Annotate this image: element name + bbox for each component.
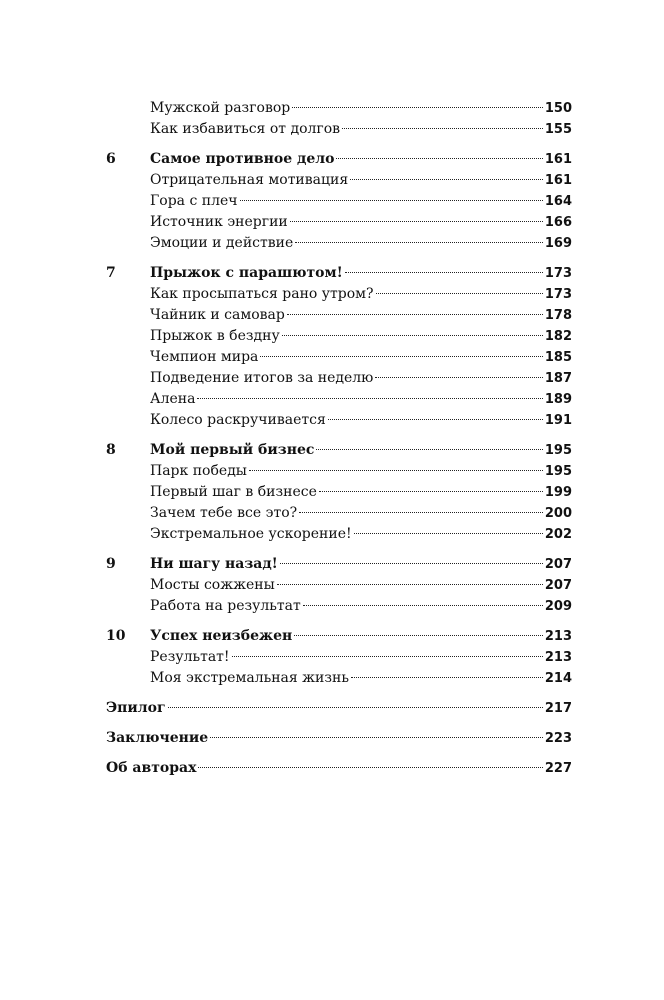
toc-entry[interactable] <box>106 389 572 410</box>
leader-dots <box>292 107 543 108</box>
entry-page: 189 <box>544 392 572 407</box>
entry-title: Эмоции и действие <box>150 235 294 251</box>
toc-entry[interactable] <box>106 461 572 482</box>
leader-dots <box>345 272 543 273</box>
section-title: Эпилог <box>106 700 166 716</box>
chapter-number: 10 <box>106 628 126 644</box>
toc-chapter-7[interactable] <box>106 263 572 284</box>
leader-dots <box>316 449 542 450</box>
toc-entry[interactable] <box>106 305 572 326</box>
section-title: Об авторах <box>106 760 197 776</box>
entry-page: 200 <box>544 506 572 521</box>
entry-title: Парк победы <box>150 463 247 479</box>
chapter-page: 195 <box>544 443 572 458</box>
leader-dots <box>319 491 543 492</box>
toc-chapter-9[interactable] <box>106 554 572 575</box>
entry-page: 214 <box>544 671 572 686</box>
entry-title: Прыжок в бездну <box>150 328 280 344</box>
entry-title: Чемпион мира <box>150 349 259 365</box>
toc-entry[interactable] <box>106 347 572 368</box>
leader-dots <box>290 221 543 222</box>
toc-entry[interactable] <box>106 503 572 524</box>
chapter-title: Успех неизбежен <box>150 628 293 644</box>
entry-page: 209 <box>544 599 572 614</box>
leader-dots <box>295 242 543 243</box>
toc-entry[interactable] <box>106 524 572 545</box>
toc-conclusion[interactable] <box>106 728 572 749</box>
toc-entry[interactable] <box>106 575 572 596</box>
toc-entry[interactable] <box>106 482 572 503</box>
toc-chapter-10[interactable] <box>106 626 572 647</box>
entry-title: Отрицательная мотивация <box>150 172 349 188</box>
entry-title: Чайник и самовар <box>150 307 285 323</box>
toc-entry[interactable] <box>106 668 572 689</box>
toc-entry[interactable] <box>106 98 572 119</box>
table-of-contents <box>106 98 572 779</box>
entry-page: 150 <box>544 101 572 116</box>
entry-title: Алена <box>150 391 196 407</box>
chapter-page: 213 <box>544 629 572 644</box>
leader-dots <box>260 356 542 357</box>
entry-page: 161 <box>544 173 572 188</box>
entry-title: Колесо раскручивается <box>150 412 326 428</box>
leader-dots <box>376 293 543 294</box>
chapter-title: Мой первый бизнес <box>150 442 315 458</box>
chapter-number: 8 <box>106 442 116 458</box>
section-page: 227 <box>544 761 572 776</box>
leader-dots <box>375 377 542 378</box>
toc-entry[interactable] <box>106 212 572 233</box>
entry-page: 195 <box>544 464 572 479</box>
toc-chapter-6[interactable] <box>106 149 572 170</box>
leader-dots <box>197 398 542 399</box>
entry-title: Первый шаг в бизнесе <box>150 484 317 500</box>
toc-entry[interactable] <box>106 170 572 191</box>
leader-dots <box>198 767 542 768</box>
entry-page: 182 <box>544 329 572 344</box>
entry-title: Подведение итогов за неделю <box>150 370 374 386</box>
leader-dots <box>350 179 543 180</box>
section-page: 223 <box>544 731 572 746</box>
toc-entry[interactable] <box>106 233 572 254</box>
chapter-page: 207 <box>544 557 572 572</box>
chapter-number: 6 <box>106 151 116 167</box>
entry-page: 173 <box>544 287 572 302</box>
leader-dots <box>351 677 543 678</box>
leader-dots <box>287 314 543 315</box>
section-title: Заключение <box>106 730 209 746</box>
entry-page: 199 <box>544 485 572 500</box>
leader-dots <box>354 533 543 534</box>
toc-entry[interactable] <box>106 596 572 617</box>
leader-dots <box>249 470 543 471</box>
entry-page: 202 <box>544 527 572 542</box>
leader-dots <box>232 656 543 657</box>
toc-entry[interactable] <box>106 119 572 140</box>
entry-title: Зачем тебе все это? <box>150 505 298 521</box>
chapter-page: 161 <box>544 152 572 167</box>
leader-dots <box>328 419 543 420</box>
chapter-title: Прыжок с парашютом! <box>150 265 343 281</box>
chapter-number: 7 <box>106 265 116 281</box>
entry-title: Как просыпаться рано утром? <box>150 286 374 302</box>
leader-dots <box>294 635 543 636</box>
leader-dots <box>336 158 542 159</box>
toc-authors[interactable] <box>106 758 572 779</box>
section-page: 217 <box>544 701 572 716</box>
entry-page: 178 <box>544 308 572 323</box>
entry-page: 164 <box>544 194 572 209</box>
toc-entry[interactable] <box>106 191 572 212</box>
entry-title: Работа на результат <box>150 598 301 614</box>
chapter-page: 173 <box>544 266 572 281</box>
chapter-number: 9 <box>106 556 116 572</box>
entry-title: Мужской разговор <box>150 100 291 116</box>
toc-entry[interactable] <box>106 410 572 431</box>
chapter-title: Самое противное дело <box>150 151 335 167</box>
leader-dots <box>210 737 543 738</box>
entry-page: 187 <box>544 371 572 386</box>
entry-page: 207 <box>544 578 572 593</box>
chapter-title: Ни шагу назад! <box>150 556 278 572</box>
toc-epilogue[interactable] <box>106 698 572 719</box>
toc-entry[interactable] <box>106 284 572 305</box>
entry-title: Гора с плеч <box>150 193 238 209</box>
entry-title: Результат! <box>150 649 230 665</box>
entry-page: 166 <box>544 215 572 230</box>
toc-entry[interactable] <box>106 326 572 347</box>
toc-chapter-8[interactable] <box>106 440 572 461</box>
leader-dots <box>168 707 543 708</box>
leader-dots <box>342 128 543 129</box>
toc-entry[interactable] <box>106 647 572 668</box>
leader-dots <box>299 512 543 513</box>
entry-page: 185 <box>544 350 572 365</box>
entry-page: 191 <box>544 413 572 428</box>
leader-dots <box>282 335 543 336</box>
leader-dots <box>277 584 543 585</box>
leader-dots <box>240 200 543 201</box>
entry-page: 213 <box>544 650 572 665</box>
entry-title: Источник энергии <box>150 214 288 230</box>
entry-page: 155 <box>544 122 572 137</box>
leader-dots <box>303 605 543 606</box>
entry-title: Моя экстремальная жизнь <box>150 670 349 686</box>
toc-entry[interactable] <box>106 368 572 389</box>
entry-title: Как избавиться от долгов <box>150 121 341 137</box>
entry-title: Экстремальное ускорение! <box>150 526 352 542</box>
leader-dots <box>280 563 543 564</box>
entry-page: 169 <box>544 236 572 251</box>
entry-title: Мосты сожжены <box>150 577 275 593</box>
